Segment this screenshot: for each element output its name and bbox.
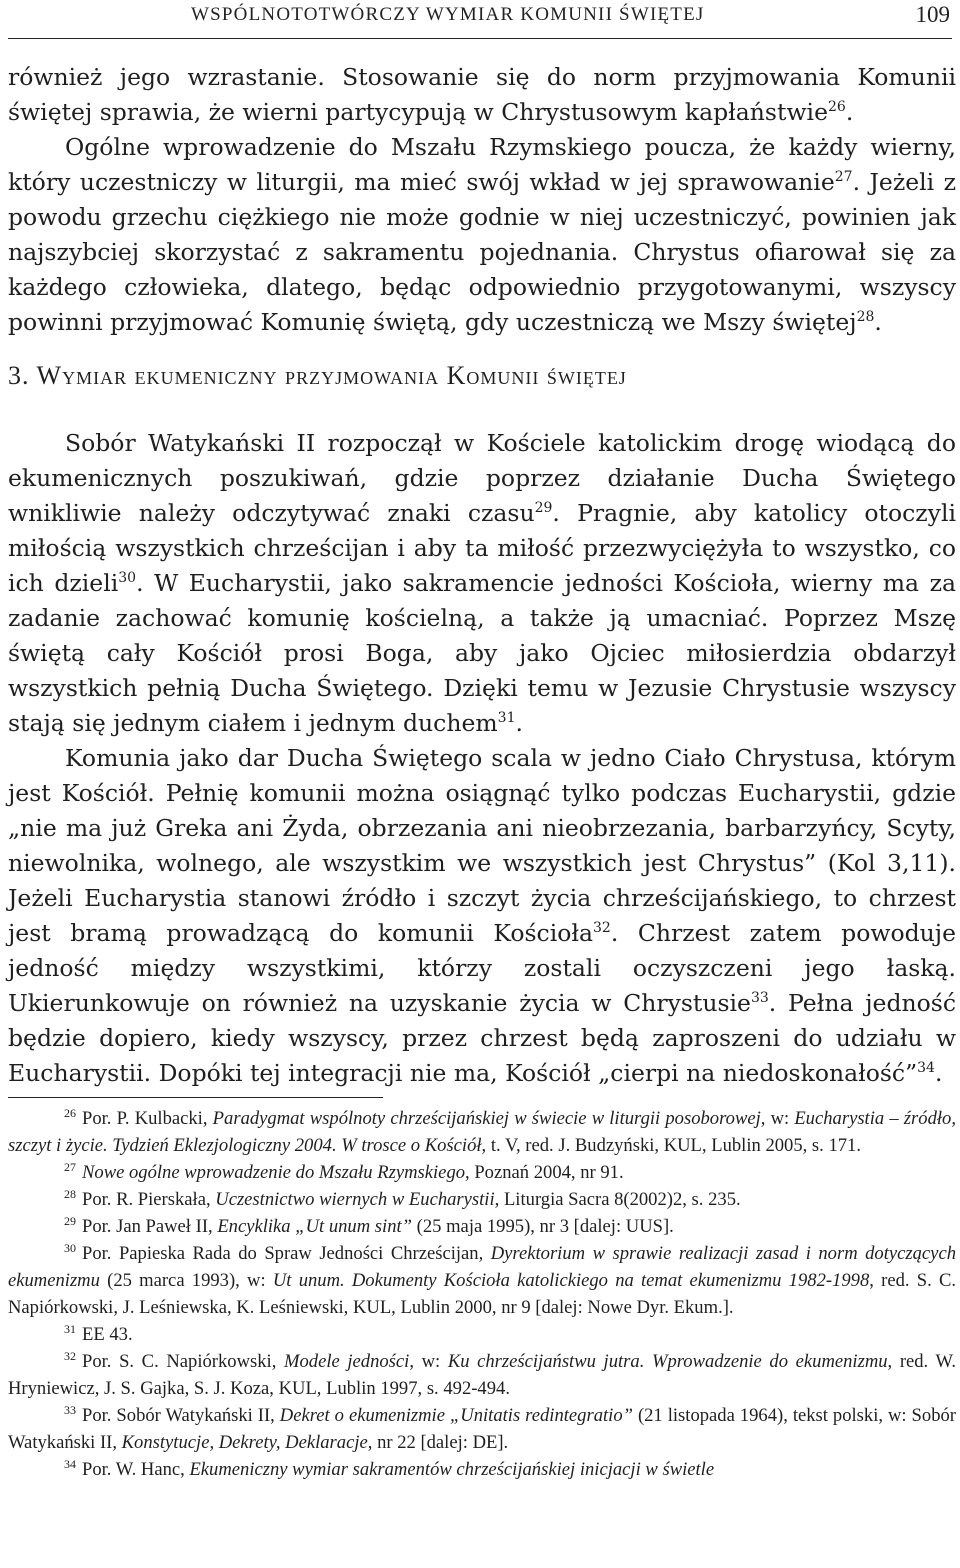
running-title: WSPÓLNOTOTWÓRCZY WYMIAR KOMUNII ŚWIĘTEJ xyxy=(191,4,705,25)
text-run: (21 listopada 1964), tekst polski, w: Sobór Watykański II, xyxy=(8,1405,956,1453)
footnote-separator xyxy=(8,1097,383,1098)
italic-text: Paradygmat wspólnoty chrześcijańskiej w świecie w liturgii posoborowej xyxy=(212,1108,761,1129)
italic-text: Ekumeniczny wymiar sakramentów chrześcijańskiej inicjacji w świetle xyxy=(189,1459,715,1480)
text-run: , w: xyxy=(760,1108,795,1129)
footnote-number: 34 xyxy=(64,1457,76,1471)
footnote-number: 30 xyxy=(64,1241,76,1255)
text-run: EE 43. xyxy=(82,1324,133,1345)
paragraph-continuation xyxy=(8,60,956,130)
text-run: również jego wzrastanie. Stosowanie się do norm przyjmowania Komunii świętej sprawia, że wierni partycypują w Chrystusowym kapłaństwie xyxy=(8,63,956,126)
italic-text: Ut unum. Dokumenty Kościoła katolickiego na temat ekumenizmu 1982-1998 xyxy=(272,1270,870,1291)
text-run: . xyxy=(845,98,854,126)
text-run: Por. P. Kulbacki, xyxy=(82,1108,213,1129)
text-run: Ogólne wprowadzenie do Mszału Rzymskiego poucza, że każdy wierny, który uczestniczy w liturgii, ma mieć swój wkład w jej sprawowanie xyxy=(8,133,956,196)
footnote xyxy=(8,1321,956,1348)
footnote-ref: 30 xyxy=(118,570,137,586)
text-run: . xyxy=(874,308,882,336)
text-run: , w: xyxy=(409,1351,448,1372)
footnote-number: 28 xyxy=(64,1187,76,1201)
text-run: . Pragnie, aby katolicy otoczyli miłością wszystkich chrześcijan i aby ta miłość przezwyciężyła to wszystko, co ich dzieli xyxy=(8,499,956,597)
text-run: Por. W. Hanc, xyxy=(82,1459,190,1480)
text-run: Sobór Watykański II rozpoczął w Kościele katolickim drogę wiodącą do ekumenicznych poszukiwań, gdzie poprzez działanie Ducha Świętego wnikliwie należy odczytywać znaki czasu xyxy=(8,429,956,527)
footnotes xyxy=(8,1105,956,1483)
text-run: . xyxy=(934,1059,943,1087)
page-number: 109 xyxy=(915,2,950,27)
footnote xyxy=(8,1159,956,1186)
footnote-ref: 33 xyxy=(750,990,769,1006)
italic-text: Uczestnictwo wiernych w Eucharystii xyxy=(215,1189,495,1210)
footnote-number: 26 xyxy=(64,1106,76,1120)
paragraph xyxy=(8,741,956,1091)
footnote xyxy=(8,1105,956,1159)
footnote xyxy=(8,1213,956,1240)
text-run: Por. Papieska Rada do Spraw Jedności Chrześcijan, xyxy=(82,1243,491,1264)
paragraph xyxy=(8,426,956,741)
footnote xyxy=(8,1348,956,1402)
text-run: , t. V, red. J. Budzyński, KUL, Lublin 2005, s. 171. xyxy=(481,1135,862,1156)
text-run: , red. S. C. Napiórkowski, J. Leśniewska, K. Leśniewski, KUL, Lublin 2000, nr 9 [dalej: Nowe Dyr. Ekum.]. xyxy=(8,1270,956,1318)
italic-text: Ku chrześcijaństwu jutra. Wprowadzenie do ekumenizmu xyxy=(447,1351,888,1372)
footnote xyxy=(8,1240,956,1321)
text-run: Por. Jan Paweł II, xyxy=(82,1216,218,1237)
text-run: Por. S. C. Napiórkowski, xyxy=(82,1351,284,1372)
text-run: . Pełna jedność będzie dopiero, kiedy wszyscy, przez chrzest będą zaproszeni do udziału w Eucharystii. Dopóki tej integracji nie ma, Kościół „cierpi na niedoskonałość” xyxy=(8,989,956,1087)
footnote-number: 33 xyxy=(64,1403,76,1417)
footnote-number: 29 xyxy=(64,1214,76,1228)
italic-text: Konstytucje, Dekrety, Deklaracje xyxy=(121,1432,368,1453)
footnote-ref: 32 xyxy=(593,920,611,936)
italic-text: Dekret o ekumenizmie „Unitatis redintegratio” xyxy=(279,1405,633,1426)
text-run: , Liturgia Sacra 8(2002)2, s. 235. xyxy=(494,1189,741,1210)
text-run: , nr 22 [dalej: DE]. xyxy=(367,1432,509,1453)
text-run: . Jeżeli z powodu grzechu ciężkiego nie może godnie w niej uczestniczyć, powinien jak najszybciej skorzystać z sakramentu pojednania. Chrystus ofiarował się za każdego człowieka, dlatego, będąc odpowiednio przygotowanymi, wszyscy powinni przyjmować Komunię świętą, gdy uczestniczą we Mszy świętej xyxy=(8,168,956,336)
running-header xyxy=(8,0,952,39)
main-text xyxy=(8,60,956,1091)
footnote-ref: 26 xyxy=(827,99,846,115)
italic-text: Nowe ogólne wprowadzenie do Mszału Rzymskiego xyxy=(82,1162,466,1183)
text-run: Por. Sobór Watykański II, xyxy=(82,1405,280,1426)
text-run: Komunia jako dar Ducha Świętego scala w jedno Ciało Chrystusa, którym jest Kościół. Pełnię komunii można osiągnąć tylko podczas Eucharystii, gdzie „nie ma już Greka ani Żyda, obrzezania ani nieobrzezania, barbarzyńcy, Scyty, niewolnika, wolnego, ale wszystkim we wszystkich jest Chrystus” (Kol 3,11). Jeżeli Eucharystia stanowi źródło i szczyt życia chrześcijańskiego, to chrzest jest bramą prowadzącą do komunii Kościoła xyxy=(8,744,956,947)
footnote-number: 32 xyxy=(64,1349,76,1363)
footnote-ref: 31 xyxy=(497,710,516,726)
text-run: , red. W. Hryniewicz, J. S. Gajka, S. J. Koza, KUL, Lublin 1997, s. 492-494. xyxy=(8,1351,956,1399)
footnote-ref: 28 xyxy=(856,309,875,325)
footnote-ref: 29 xyxy=(534,500,553,516)
text-run: Por. R. Pierskała, xyxy=(82,1189,216,1210)
italic-text: Dyrektorium w sprawie realizacji zasad i norm dotyczących ekumenizmu xyxy=(8,1243,956,1291)
footnote-ref: 27 xyxy=(834,169,853,185)
paragraph xyxy=(8,130,956,340)
footnote-number: 27 xyxy=(64,1160,76,1174)
section-heading: 3. Wymiar ekumeniczny przyjmowania Komunii świętej xyxy=(8,361,627,390)
italic-text: Modele jedności xyxy=(283,1351,410,1372)
text-run: (25 maja 1995), nr 3 [dalej: UUS]. xyxy=(412,1216,674,1237)
footnote xyxy=(8,1456,956,1483)
footnote xyxy=(8,1186,956,1213)
footnote-ref: 34 xyxy=(917,1060,935,1076)
text-run: , Poznań 2004, nr 91. xyxy=(465,1162,624,1183)
italic-text: Encyklika „Ut unum sint” xyxy=(217,1216,413,1237)
text-run: . Chrzest zatem powoduje jedność między wszystkimi, którzy zostali oczyszczeni jego łaską. Ukierunkowuje on również na uzyskanie życia w Chrystusie xyxy=(8,919,956,1017)
italic-text: Eucharystia – źródło, szczyt i życie. Tydzień Eklezjologiczny 2004. W trosce o Kościół xyxy=(8,1108,956,1156)
text-run: . xyxy=(515,709,523,737)
text-run: . W Eucharystii, jako sakramencie jedności Kościoła, wierny ma za zadanie zachować komunię kościelną, a także ją umacniać. Poprzez Mszę świętą cały Kościół prosi Boga, aby jako Ojciec miłosierdzia obdarzył wszystkich pełnią Ducha Świętego. Dzięki temu w Jezusie Chrystusie wszyscy stają się jednym ciałem i jednym duchem xyxy=(8,569,956,737)
text-run: (25 marca 1993), w: xyxy=(99,1270,273,1291)
footnote xyxy=(8,1402,956,1456)
footnote-number: 31 xyxy=(64,1322,76,1336)
